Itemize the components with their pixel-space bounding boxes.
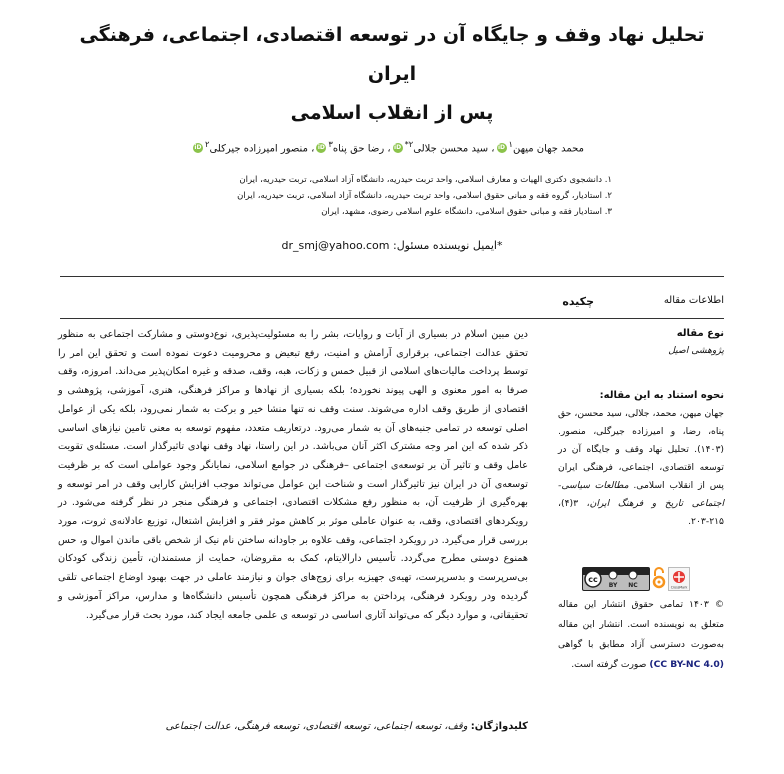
- article-type-label: نوع مقاله: [676, 328, 724, 339]
- keywords-text: وقف، توسعه اجتماعی، توسعه اقتصادی، توسعه فرهنگی، عدالت اجتماعی: [165, 721, 468, 732]
- orcid-icon[interactable]: iD: [394, 144, 402, 152]
- crossmark-text: CrossMark: [670, 585, 688, 590]
- author-name: محمد جهان میهن: [513, 143, 584, 155]
- email-address[interactable]: dr_smj@yahoo.com: [281, 239, 390, 252]
- citation-block: [558, 390, 724, 531]
- author-affil-mark: ۲: [204, 139, 210, 149]
- divider-top: [60, 276, 724, 277]
- citation-main: جهان میهن، محمد، جلالی، سید محسن، حق پناه، رضا، و امیرزاده جیرگلی، منصور. (۱۴۰۳). تحلیل نهاد وقف و جایگاه آن در توسعه اقتصادی، اجتماعی، فرهنگی ایران پس از انقلاب اسلامی.: [558, 408, 724, 491]
- author-name: سید محسن جلالی: [413, 143, 489, 155]
- affiliation-line: ۲. استادیار، گروه فقه و مبانی حقوق اسلامی، واحد تربت حیدریه، دانشگاه آزاد اسلامی، تربت حیدریه، ایران: [237, 191, 612, 201]
- keywords-label: کلیدواژگان:: [470, 721, 528, 732]
- copyright-suffix: صورت گرفته است.: [571, 659, 647, 670]
- corresponding-email: [200, 239, 584, 252]
- citation-text: [558, 405, 724, 531]
- article-type-value: پژوهشی اصیل: [668, 345, 724, 356]
- orcid-icon[interactable]: iD: [498, 144, 506, 152]
- abstract-heading: چکیده: [562, 295, 594, 308]
- divider-header: [60, 318, 724, 319]
- author-name: منصور امیرزاده جیرکلی: [209, 143, 308, 155]
- nc-text: NC: [628, 582, 638, 589]
- by-text: BY: [608, 582, 618, 589]
- license-icons: [582, 567, 688, 589]
- cc-by-nc-badge[interactable]: [582, 567, 650, 591]
- email-label: *ایمیل نویسنده مسئول:: [392, 239, 503, 252]
- license-link[interactable]: (CC BY-NC 4.0): [649, 659, 724, 670]
- citation-volume: ، ۳(۴)، ۲۱۵-۲۰۳.: [558, 498, 724, 527]
- orcid-icon[interactable]: iD: [194, 144, 202, 152]
- affiliation-line: ۱. دانشجوی دکتری الهیات و معارف اسلامی، واحد تربت حیدریه، دانشگاه آزاد اسلامی، تربت حیدریه، ایران: [239, 175, 612, 185]
- paper-title-line1: تحلیل نهاد وقف و جایگاه آن در توسعه اقتصادی، اجتماعی، فرهنگی ایران: [79, 24, 705, 85]
- copyright-text: © ۱۴۰۳ تمامی حقوق انتشار این مقاله متعلق به نویسنده است. انتشار این مقاله به‌صورت دسترسی آزاد مطابق با گواهی: [558, 599, 725, 650]
- author-affil-mark: ۳: [328, 139, 333, 149]
- author-list: محمد جهان میهن$^۱$iD، سید محسن جلالی$^{۲*}$iD، رضا حق پناه$^۳$iD، منصور امیرزاده جیرکلی$^۲$iD: [194, 139, 584, 155]
- citation-journal: مطالعات سیاسی-اجتماعی تاریخ و فرهنگ ایران: [558, 480, 725, 509]
- paper-title: [60, 16, 724, 133]
- author-affil-mark: ۲*: [404, 139, 414, 149]
- article-type: [558, 328, 724, 356]
- copyright-notice: [558, 595, 724, 675]
- paper-title-line2: پس از انقلاب اسلامی: [290, 102, 494, 124]
- crossmark-icon[interactable]: [668, 567, 690, 591]
- affiliation-line: ۳. استادیار فقه و مبانی حقوق اسلامی، دانشگاه علوم اسلامی رضوی، مشهد، ایران: [321, 207, 612, 217]
- citation-label: نحوه استناد به این مقاله:: [599, 390, 724, 401]
- open-access-icon: [652, 567, 666, 589]
- author-affil-mark: ۱: [508, 139, 514, 149]
- author-name: رضا حق پناه: [332, 143, 385, 155]
- cc-text: cc: [588, 575, 598, 584]
- article-info-heading: اطلاعات مقاله: [663, 295, 724, 306]
- abstract-body: دین مبین اسلام در بسیاری از آیات و روایات، بشر را به مسئولیت‌پذیری، نوع‌دوستی و مشارکت اجتماعی به منظور تحقق عدالت اجتماعی، برقراری آرامش و امنیت، رفع تبعیض و محرومیت دعوت نموده است و تحقق این امر را توسط پرداخت مالیات‌های اسلامی از قبیل خمس و زکات، هبه، وقف، صدقه و غیره امکان‌پذیر می‌داند. امروزه، وقف صرفا به امور معنوی و الهی پیوند نخورده؛ بلکه بسیاری از نهادها و مراکز فرهنگی، هنری، آموزشی، پژوهشی و اقتصادی از طریق وقف اداره می‌شوند. سنت وقف نه تنها منشا خیر و برکت به شمار نمی‌رود، بلکه یکی از عوامل اصلی توسعه در تمامی جنبه‌های آن به شمار می‌رود. درتعاریف متعدد، مفهوم توسعه به معنی تامین نیازهای اساسی ذکر شده که این امر وجه مشترک اکثر آنان می‌باشد. در این راستا، نهاد وقف نهادی تاثیرگذار است. مسئله‌ی تقویت عامل وقف و تاثیر آن بر توسعه‌ی اجتماعی –فرهنگی در جوامع اسلامی، نمایانگر وجود عواملی است که بر ظرفیت توسعه‌ی آن در ایران نیز تاثیرگذار است و شناخت این عوامل می‌تواند موجب افزایش کارایی وقف در امر توسعه و بهره‌گیری از ظرفیت آن، به منظور رفع مشکلات اقتصادی، اجتماعی و فرهنگی منجر در نظر گرفته می‌شود. در رویکردهای اقتصادی، وقف، به عنوان عاملی موثر بر کاهش موثر فقر و افزایش اشتغال، توزیع عادلانه‌ی ثروت، مورد بررسی قرار می‌گیرد. در رویکرد اجتماعی، وقف علاوه بر جاودانه ساختن نام نیک از شخص باقی ماندن اموال و، حس همنوع دوستی مطرح می‌گردد. تأسیس دارالایتام، کمک به مقروضان، حمایت از مستمندان، تأمین زندگی کودکان بی‌سرپرست و بدسرپرست، تهیه‌ی جهیزیه برای زوج‌های جوان و نیازمند عاملی در جهت بهبود اوضاع اجتماعی تلقی گردیده ودر رویکرد فرهنگی، پرداختن به مراکز فرهنگی همچون تأسیس دانشگاه‌ها و مدارس، مراکز آموزشی و تحقیقاتی، و موارد دیگر که می‌تواند آثاری اساسی در توسعه ی علمی جامعه ایجاد کند، مورد بحث قرار می‌گیرد.: [58, 329, 528, 621]
- affiliations: [152, 172, 612, 220]
- keywords: [58, 721, 528, 732]
- orcid-icon[interactable]: iD: [317, 144, 325, 152]
